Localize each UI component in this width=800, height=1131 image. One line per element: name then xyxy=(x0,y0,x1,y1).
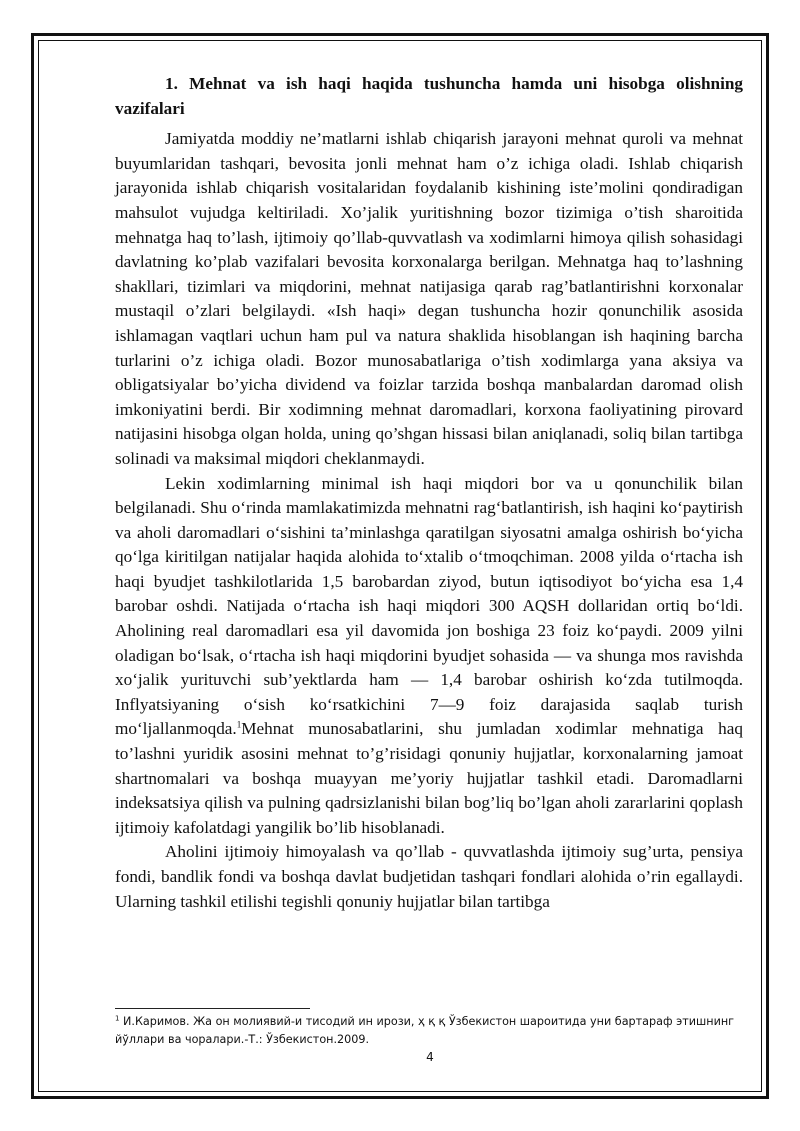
paragraph-1: Jamiyatda moddiy ne’matlarni ishlab chiqarish jarayoni mehnat quroli va mehnat buyumlaridan tashqari, bevosita jonli mehnat ham o’z ichiga oladi. Ishlab chiqarish jarayonida ishlab chiqarish vositalaridan foydalanib kishining iste’molini qondiradigan mahsulot vujudga keltiriladi. Xo’jalik yuritishning bozor tizimiga o’tish sharoitida mehnatga haq to’lash, ijtimoiy qo’llab-quvvatlash va xodimlarni himoya qilish sohasidagi davlatning ko’plab vazifalari bevosita korxonalarga berilgan. Mehnatga haq to’lashning shakllari, tizimlari va miqdorini, mehnat natijasiga qarab rag’batlantirishni korxonalar mustaqil o’zlari belgilaydi. «Ish haqi» degan tushuncha hozir qonunchilik asosida ishlamagan vaqtlari uchun ham pul va natura shaklida hisoblangan ish haqining barcha turlarini o’z ichiga oladi. Bozor munosabatlariga o’tish xodimlarga yana aksiya va obligatsiyalar bo’yicha dividend va foizlar tarzida boshqa manbalardan daromad olish imkoniyatini berdi. Bir xodimning mehnat daromadlari, korxona faoliyatining pirovard natijasini hisobga olgan holda, uning qo’shgan hissasi bilan aniqlanadi, soliq bilan tartibga solinadi va maksimal miqdori cheklanmaydi. xyxy=(115,129,743,468)
footnote-reference-mark[interactable]: 1 xyxy=(236,719,242,730)
paragraph-2-part-1: Lekin xodimlarning minimal ish haqi miqdori bor va u qonunchilik bilan belgilanadi. Shu o‘rinda mamlakatimizda mehnatni rag‘batlantirish, ish haqini ko‘paytirish va aholi daromadlari o‘sishini ta’minlashga qaratilgan siyosatni amalga oshirish bo‘yicha qo‘lga kiritilgan natijalar haqida alohida to‘xtalib o‘tmoqchiman. 2008 yilda o‘rtacha ish haqi byudjet tashkilotlarida 1,5 barobardan ziyod, butun iqtisodiyot bo‘yicha esa 1,4 barobar oshdi. Natijada o‘rtacha ish haqi miqdori 300 AQSH dollaridan ortiq bo‘ldi. Aholining real daromadlari esa yil davomida jon boshiga 23 foiz ko‘paydi. 2009 yilni oladigan bo‘lsak, o‘rtacha ish haqi miqdorini byudjet sohasida — va shunga mos ravishda xo‘jalik yurituvchi sub’yektlarda ham — 1,4 barobar oshirish ko‘zda tutilmoqda. Inflyatsiyaning o‘sish ko‘rsatkichini 7—9 foiz darajasida saqlab turish mo‘ljallanmoqda. xyxy=(115,473,743,739)
footnote-separator xyxy=(115,1008,310,1009)
footnote xyxy=(115,1013,743,1049)
paragraph-2 xyxy=(115,472,743,841)
paragraph-3: Aholini ijtimoiy himoyalash va qo’llab - quvvatlashda ijtimoiy sug’urta, pensiya fondi, bandlik fondi va boshqa davlat budjetidan tashqari fondlari alohida o’rin egallaydi. Ularning tashkil etilishi tegishli qonuniy hujjatlar bilan tartibga xyxy=(115,842,743,911)
footnote-mark: 1 xyxy=(115,1014,120,1023)
section-heading: 1. Mehnat va ish haqi haqida tushuncha hamda uni hisobga olishning vazifalari xyxy=(115,74,743,118)
document-body xyxy=(115,72,743,914)
page-number: 4 xyxy=(426,1050,434,1064)
paragraph-2-part-2: Mehnat munosabatlarini, shu jumladan xodimlar mehnatiga haq to’lashni yuridik asosini mehnat to’g’risidagi qonuniy hujjatlar, korxonalarning jamoat shartnomalari va boshqa muayyan me’yoriy hujjatlar tashkil etadi. Daromadlarni indeksatsiya qilish va pulning qadrsizlanishi bilan bog’liq bo’lgan aholi zararlarini qoplash ijtimoiy kafolatdagi yangilik bo’lib hisoblanadi. xyxy=(115,719,743,837)
footnote-text: И.Каримов. Жа он молиявий-и тисодий ин ирози, ҳ қ қ Ўзбекистон шароитида уни бартараф этишнинг йўллари ва чоралари.-Т.: Ўзбекистон.2009. xyxy=(115,1015,735,1046)
